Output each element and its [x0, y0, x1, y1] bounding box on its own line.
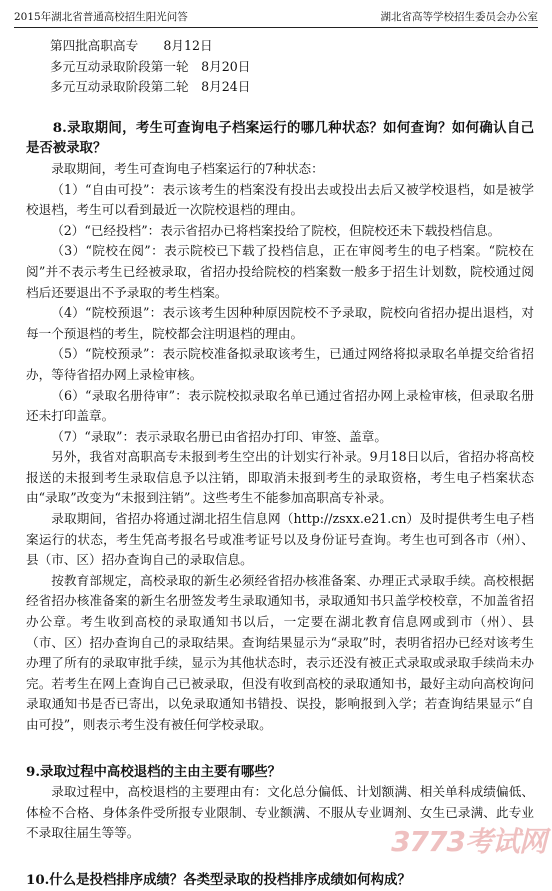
q8-paragraph: 按教育部规定，高校录取的新生必须经省招办核准备案、办理正式录取手续。高校根据经省招办核准备案的新生名册签发考生录取通知书，录取通知书只盖学校校章，不加盖省招办公章。考生收到高校的录取通知书以后，一定要在湖北教育信息网或到市（州）、县（市、区）招办查询自己的录取结果。查询结果显示为“录取”时，表明省招办已经对该考生办理了所有的录取审批手续，显示为其他状态时，表示还没有被正式录取或录取手续尚未办完。若考生在网上查询自己已被录取，但没有收到高校的录取通知书，最好主动向高校询问录取通知书是否已寄出，以免录取通知书错投、误投，影响报到入学；若查询结果显示“自由可投”，则表示考生没有被任何学校录取。 — [26, 572, 534, 732]
header-left: 2015年湖北省普通高校招生阳光问答 — [14, 11, 188, 23]
question-10-title: 10.什么是投档排序成绩？各类型录取的投档排序成绩如何构成？ — [26, 871, 411, 888]
page-content — [26, 36, 534, 891]
q8-status-item: （4）“院校预退”：表示该考生因种种原因院校不予录取，院校向省招办提出退档，对每一个预退档的考生，院校都会注明退档的理由。 — [26, 305, 534, 341]
q8-status-item: （6）“录取名册待审”：表示院校拟录取名单已通过省招办网上录检审核，但录取名册还未打印盖章。 — [26, 387, 534, 424]
header-right: 湖北省高等学校招生委员会办公室 — [380, 11, 538, 23]
q8-status-item: （3）“院校在阅”：表示院校已下载了投档信息，正在审阅考生的电子档案。“院校在阅”并不表示考生已经被录取，省招办投给院校的档案数一般多于招生计划数，院校通过阅档后还要退出不予录取的考生档案。 — [26, 243, 534, 300]
q8-intro: 录取期间，考生可查询电子档案运行的7种状态： — [51, 160, 324, 176]
q8-paragraph: 另外，我省对高职高专未报到考生空出的计划实行补录。9月18日以后，省招办将高校报送的未报到考生录取信息予以注销，即取消未报到考生的录取资格，考生电子档案状态由“录取”改变为“未报到注销”。这些考生不能参加高职高专补录。 — [26, 449, 534, 506]
page-header — [14, 6, 538, 28]
q8-status-item: （5）“院校预录”：表示院校准备拟录取该考生，已通过网络将拟录取名单提交给省招办，等待省招办网上录检审核。 — [26, 346, 534, 382]
schedule-item: 多元互动录取阶段第二轮 8月24日 — [50, 79, 251, 95]
schedule-item: 多元互动录取阶段第一轮 8月20日 — [50, 58, 251, 74]
question-8-title: 8.录取期间，考生可查询电子档案运行的哪几种状态？如何查询？如何确认自己是否被录取？ — [26, 119, 534, 157]
q8-status-item: （2）“已经投档”：表示省招办已将档案投给了院校，但院校还未下载投档信息。 — [51, 222, 501, 238]
q9-body: 录取过程中，高校退档的主要理由有：文化总分偏低、计划额满、相关单科成绩偏低、体检不合格、身体条件受所报专业限制、专业额满、不服从专业调剂、女生已录满、此专业不录取往届生等等。 — [26, 784, 534, 841]
q8-status-item: （7）“录取”：表示录取名册已由省招办打印、审签、盖章。 — [51, 428, 387, 444]
section-gap — [26, 98, 534, 118]
section-gap — [26, 736, 534, 762]
question-9-title: 9.录取过程中高校退档的主由主要有哪些？ — [26, 763, 282, 780]
site-watermark: 3773考试网 — [391, 825, 546, 858]
schedule-item: 第四批高职高专 8月12日 — [50, 38, 213, 53]
q8-paragraph: 录取期间，省招办将通过湖北招生信息网（http://zsxx.e21.cn）及时提供考生电子档案运行的状态，考生凭高考报名号或准考证号以及身份证号查询。考生也可到各市（州）、县（市、区）招办查询自己的录取信息。 — [26, 511, 534, 568]
q8-status-item: （1）“自由可投”：表示该考生的档案没有投出去或投出去后又被学校退档，如是被学校退档，考生可以看到最近一次院校退档的理由。 — [26, 181, 534, 218]
